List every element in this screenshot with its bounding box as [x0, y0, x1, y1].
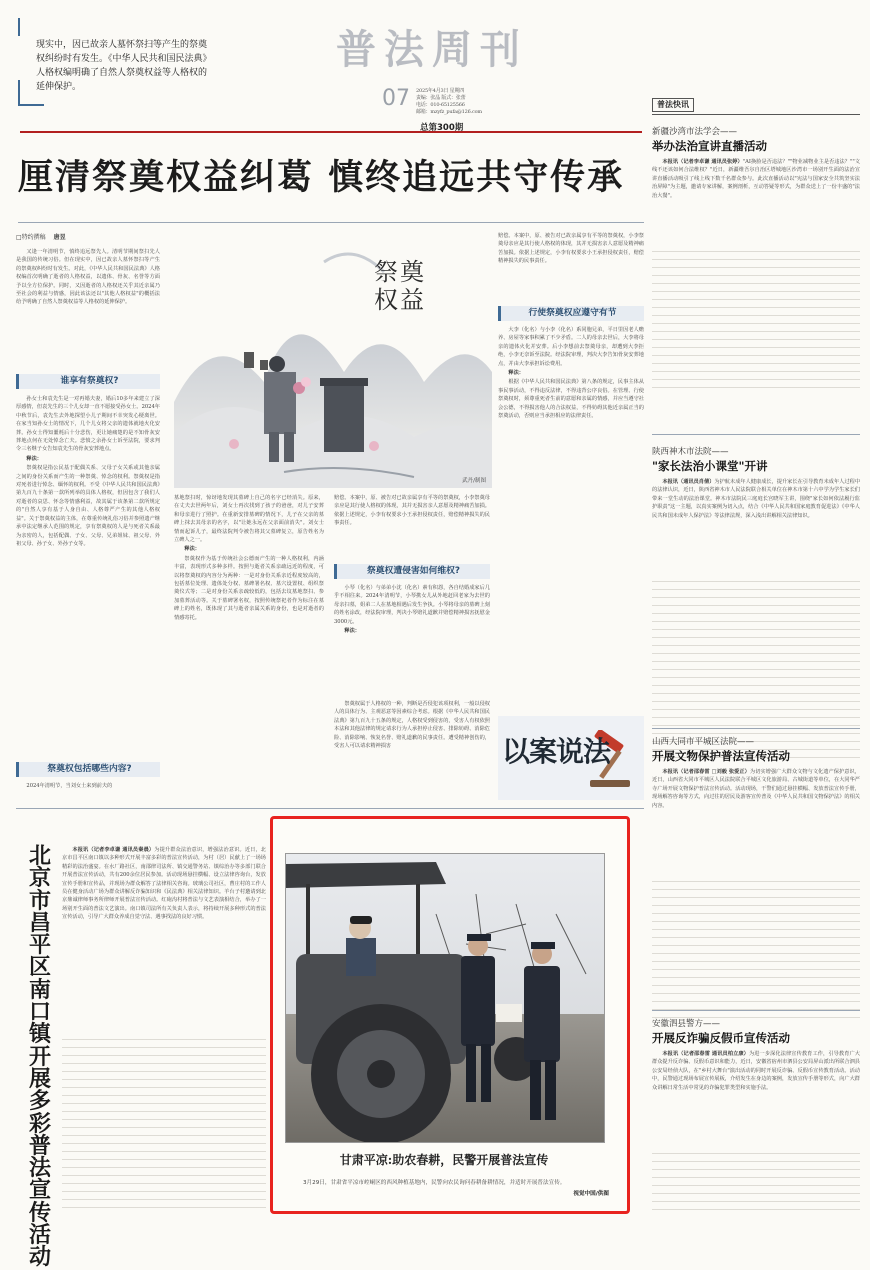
- artwork-credit: 武丹/制图: [462, 478, 486, 484]
- intro-text: 现实中，因已故亲人墓怀祭扫等产生的祭奠权纠纷时有发生。《中华人民共和国民法典》人格权编明确了自然人祭奠权益等人格权的延伸保护。: [36, 40, 212, 92]
- news-item-1: [652, 126, 860, 394]
- artwork-panel: [174, 232, 492, 488]
- photo-caption: 3月29日，甘肃省平凉市崆峒区的西风种植基地内，民警向农民询问春耕备耕情况，并适时开展普法宣传。: [303, 1180, 566, 1186]
- section-heading-duty: 祭奠权遭侵害如何维权?: [334, 564, 490, 579]
- col1-body: 孙女士和袁先生是一对再婚夫妻，婚后10多年来建立了深厚感情，但袁先生的三个儿女却一直不愿接受孙女士。2024年中秋节后，袁先生去外地探望小儿子期间不幸突发心梗离世。在家当知孙女士的情况下，几个儿女将父亲的遗体就地火化安葬。孙女士得知噩耗后十分悲伤，更让她痛楚的是不知骨灰安葬地点何在无处悼念亡夫。悲愤之余孙女士诉至法院，要求判令三名继子女告知袁先生的骨灰安葬地点。 释法： 祭奠权是指公民基于配偶关系、父母子女关系或其他亲属之间的身份关系而产生的一种祭奠、悼念的权利。祭奠权是指对死者进行悼念、缅怀的权利。不受《中华人民共和国民法典》第九百九十条第一款所列举的具体人格权，但因包含了我们人对逝者的哀思、怀念等情感利益，故其属于该条第二款所规定的"自然人享有基于人身自由、人格尊严产生的其他人格权益"。关于祭奠权益的主体，在尊重传统礼俗习俗并参照遗产继承中法定继承人范围的规定，享有祭奠权的人是与死者关系最为亲密的人，包括配偶、子女、父母、兄弟姐妹、祖父母、外祖父母、孙子女、外孙子女等。: [16, 396, 160, 547]
- news-text: "AI换脸是否违法？""物业减物业主是否违法？""文线不还该如何合法维权？"近日，新疆维吾尔自治区塔城地区沙湾市一场别开生面的法治宣讲直播活动吸引了线上线下数千名群众参与。此次直播活动以"宪法与国家安全共筑坚实法治屏障"为主题，邀请专家讲解，案例剖析，互动答疑等形式，为群众送上了一份丰盛的"法治大餐"。: [652, 159, 860, 199]
- headline: 厘清祭奠权益纠葛 慎终追远共守传承: [18, 158, 625, 198]
- news-byline: 本报讯（记者邵春雷 通讯员柏立康）: [662, 1051, 749, 1057]
- case-column-title: 以案说法: [502, 735, 611, 768]
- news-title: 开展文物保护普法宣传活动: [652, 749, 790, 763]
- photo-caption-title: 甘肃平凉:助农春耕，民警开展普法宣传: [339, 1153, 549, 1167]
- lower-rule: [16, 808, 644, 809]
- news-title: 举办法治宣讲直播活动: [652, 139, 767, 153]
- section-heading-content: 祭奠权包括哪些内容?: [16, 762, 160, 777]
- news-kicker: 陕西神木市法院——: [652, 447, 729, 457]
- news-kicker: 安徽泗县警方——: [652, 1019, 721, 1029]
- sidebar: [652, 96, 860, 1216]
- byline-name: 唐昱: [53, 234, 66, 241]
- page-number: 07: [382, 86, 410, 111]
- headline-rule: [18, 222, 644, 223]
- news-item-2: [652, 446, 860, 758]
- news-kicker: 新疆沙湾市法学会——: [652, 127, 738, 137]
- section-heading-exercise: 行使祭奠权应遵守有节: [498, 306, 644, 321]
- artwork-title: 祭奠权益: [374, 258, 426, 314]
- feature-vertical-title: 北京市昌平区南口镇开展多彩普法宣传活动: [28, 844, 51, 1270]
- news-byline: 本报讯（记者邵春雷 □刘毅 张爱正）: [662, 769, 750, 775]
- news-item-4: [652, 1018, 860, 1216]
- col3-top: 赔偿。本案中，原、被告对已故亲属享有平等的祭奠权，小李祭奠母亲应是其行使人格权的体现，其并无损害亲人意愿及精神痛苦加损。依据上述规定，小李有权要求小王承担侵权责任，赔偿精神损失的民事责任。: [334, 495, 490, 527]
- intro-box: [18, 18, 210, 108]
- photo-credit: 视觉中国/供图: [573, 1191, 609, 1197]
- photo: [285, 853, 605, 1143]
- col3-body: 小琴（化名）与弟弟小沈（化名）素有积怨，各自结婚成家后几乎不相往来。2024年清明节，小琴携女儿从外地赶回老家为去世的母亲扫墓，姐弟二人在墓地相遇后发生争执。小琴将母亲的墓碑上刻的姓名涂改，经法院审理，判决小琴赔礼道歉并赔偿精神损害抚慰金3000元。 释法：: [334, 585, 490, 635]
- news-item-3: [652, 736, 860, 1018]
- photo-frame: [270, 816, 630, 1214]
- col1-tail: 2024年清明节，当刘女士来到前夫的: [26, 783, 113, 789]
- masthead-rule: [20, 131, 642, 133]
- news-byline: 本报讯（通讯员肖倩）: [662, 479, 715, 485]
- col4-body: 大李（化名）与小李（化名）系同胞兄弟，平日里因老人赡养、房屋等家事积累了不少矛盾。二人的母亲去世后，大李将母亲的遗体火化并安葬。后小李想前去祭奠母亲，却遭到大李拒绝，小李无奈诉至法院。经法院审理，判决大李告知骨灰安葬地点，并由大李承担诉讼费用。 释法： 根据《中华人民共和国民法典》第八条的规定，民事主体从事民事活动，不得违反法律，不得违背公序良俗。在管理、行使祭奠权时，须尊重死者生前的意愿和亲属的情感，并应当遵守社会公德，不得损害他人的合法权益，不得妨碍其他近亲属正当的祭奠活动，否则应当承担相应的法律责任。: [498, 327, 644, 420]
- col2-body: 墓地祭扫时，惊讶地发现其墓碑上自己的名字已经消失。原来，在丈夫去世两年后，刘女士再次找到了孩子的爸爸，对儿子安葬和母亲进行了照护。在重新安排墓碑的情况下，儿子在父亲的墓碑上抹去其母亲的名字，以"让她永远在父亲面前消失"。刘女士情而起诉儿子，最终法院判令被告将其父墓碑复立，原告姓名为立碑人之一。 释法： 祭奠权作为基于传统社会公德而产生的一种人格权利，内涵丰富，表现形式多种多样。按照与逝者关系亲疏远近的程度，可以将祭奠权的内容分为两种：一是对身份关系亲近程度较高的，包括墓位处理、遗体处分权、墓碑署名权、墓穴设置权、组织祭奠仪式等；二是对身份关系亲疏较低的，包括去坟墓地祭扫、参加墓葬活动等。关于墓碑署名权，按照传统祭祀者作为标注在墓碑上的姓名，既体现了其与逝者亲属关系的身份，也是对逝者的情感寄托。: [174, 495, 324, 621]
- case-column-banner: [498, 716, 644, 800]
- lead-paragraph: 又逢一年清明节，慎终追远祭先人。清明节期间祭扫先人是我国的传统习俗。但在现实中，因已故亲人墓怀祭扫等产生的祭奠权纠纷时有发生。对此，《中华人民共和国民法典》人格权编首次明确了逝者的人格权益，以遗体、骨灰、名誉等方面予以全方位保护。同时，又因逝者的人格权还关乎其近亲属乃至社会的利益与情感，因此该法还以"其他人格权益"的概括法给予明确了自然人祭奠权益等人格权的延伸保护。: [16, 249, 160, 306]
- feature-text: 为提升群众法治意识，增强法治意识。近日，北京市昌平区南口镇以多种形式开展丰富多彩的普法宣传活动，为村（居）民献上了一场场精彩的法治盛宴。在水厂路社区，南邵律司法所、镇交通警务站、镇综治办等多部门联合开展普法宣传活动，共有200余位居民参加。活动现场悬挂横幅、设立法律咨询台，发放宣传手册和宣传品，并现场为群众解答了法律相关咨询。玻璃公司社区，曹庄村的工作人员在健身活动广场为群众讲解反诈骗知识和《民法典》相关法律知识。羊台子村邀请到北京鼎诚律师事务所律师开展普法宣传活动。红砲沟村将普法与文艺表演相结合，举办了一场别开生面的普法文艺演出。南口镇司法所有关负责人表示，将持续开展多种形式的普法宣传活动，引导广大群众养成自觉守法、遇事找法的良好习惯。: [62, 847, 266, 921]
- news-title: 开展反诈骗反假币宣传活动: [652, 1031, 790, 1045]
- section-heading-who: 谁享有祭奠权?: [16, 374, 160, 389]
- photo-image: [286, 854, 604, 1142]
- feature-byline: 本报讯（记者李卓谦 通讯员秦晨）: [72, 847, 155, 853]
- news-title: "家长法治小课堂"开讲: [652, 459, 768, 473]
- news-byline: 本报讯（记者李卓谦 通讯员张婷）: [662, 159, 743, 165]
- news-text: 为护航未成年人健康成长，提升家长在引导教育未成年人过程中的法律认识，近日，陕西省神木市人民法院联合相关单位在神木市第十六中学为学生家长们带来一堂生动的法治课堂。神木市法院民三庭庭长宫晓军主讲，围绕"家长如何依法履行监护职责"这一主题，以真实案例为切入点，结合《中华人民共和国家庭教育促进法》《中华人民共和国未成年人保护法》等法律法规，深入浅出讲解相关法律知识。: [652, 479, 860, 519]
- feature-body: [62, 846, 266, 1208]
- news-kicker: 山西大同市平城区法院——: [652, 737, 755, 747]
- sidebar-tag: 普法快讯: [652, 98, 694, 112]
- col3-expl: 祭奠权属于人格权的一种，判断是否侵犯该项权利，一般以侵权人的具体行为、主观恶意等因素综合考虑。根据《中华人民共和国民法典》第九百九十五条的规定，人格权受到侵害的，受害人有权依照本法和其他法律的规定请求行为人承担停止侵害、排除妨碍、消除危险、消除影响、恢复名誉、赔礼道歉的民事责任。遭受精神创伤的，受害人可以请求精神损害: [334, 701, 490, 750]
- page-title: 普法周刊: [336, 27, 528, 73]
- byline-tag: □特约撰稿: [16, 234, 46, 241]
- news-text: 为进一步深化法律宣传教育工作，引导教育广大群众提升反诈骗、反假币意识和能力，近日，安徽省宿州市泗县公安局屏山派出所联合泗县公安局经侦大队，在"乡村大舞台"演出活动的同时开展反诈骗、反假币宣传教育活动。活动中，民警通过现场布展宣传展板，介绍发生在身边的案例，发放宣传手册等形式，向广大群众讲解日常生活中常见的诈骗犯罪类型和实施手法。: [652, 1051, 860, 1091]
- col4-top: 赔偿。本案中，原、被告对已故亲属享有平等的祭奠权，小李祭奠母亲应是其行使人格权的体现，其并无损害亲人意愿及精神痛苦加损。依据上述规定，小李有权要求小王承担侵权责任，赔偿精神损失的民事责任。: [498, 233, 644, 265]
- masthead-info: 2025年4月3日 星期四 责编：张晶 版式：张蕾 电话：010-65125566 邮箱：mzyfz_pufa@126.com: [416, 88, 482, 115]
- lead-byline: [16, 232, 66, 241]
- news-text: 为切实增强广大群众文物与文化遗产保护意识，近日，山西省大同市平城区人民法院联合平城区文化旅游局、古城街道等单位，在大同华严寺广场开展文物保护普法宣传活动。活动现场，干警们通过悬挂横幅、发放普法宣传手册，现场解答咨询等方式，向过往的居民及游客宣传普及《中华人民共和国文物保护法》的相关内容。: [652, 769, 860, 809]
- issue-number: 总第300期: [420, 123, 464, 133]
